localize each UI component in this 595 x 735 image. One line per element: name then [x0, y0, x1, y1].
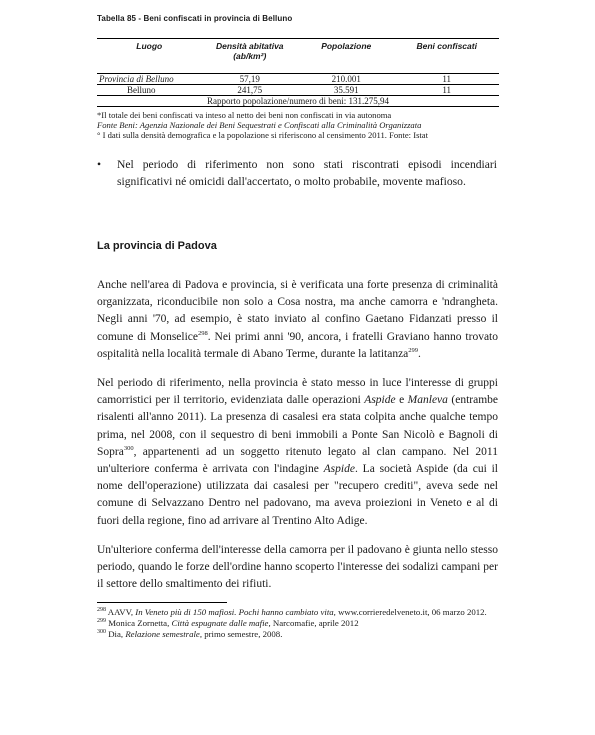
footnote-number: 298 — [97, 607, 106, 614]
footnote-text: , Narcomafie, aprile 2012 — [268, 618, 359, 628]
table-caption: Tabella 85 - Beni confiscati in provincia di Belluno — [97, 14, 293, 23]
note-census: ° I dati sulla densità demografica e la popolazione si riferiscono al censimento 2011. Fonte: Istat — [97, 130, 429, 140]
paragraph-2 — [97, 375, 498, 530]
table-total-row — [97, 96, 499, 107]
cell-popolazione: 210.001 — [298, 74, 394, 85]
footnotes — [97, 607, 498, 640]
footnote-ref: 298 — [198, 329, 208, 337]
cell-beni: 11 — [394, 85, 499, 96]
footnote-divider — [97, 602, 227, 603]
cell-densita: 241,75 — [202, 85, 298, 96]
cell-beni: 11 — [394, 74, 499, 85]
cell-densita: 57,19 — [202, 74, 298, 85]
paragraph-text: . — [418, 347, 421, 360]
header-luogo: Luogo — [136, 41, 163, 51]
bullet-text: Nel periodo di riferimento non sono stati riscontrati episodi incendiari significativi né omicidi dall'accertato, o molto probabile, movente mafioso. — [117, 158, 497, 188]
table-row — [97, 74, 499, 85]
table-notes — [97, 110, 499, 140]
footnote-number: 299 — [97, 618, 106, 625]
confiscated-assets-table — [97, 38, 499, 107]
paragraph-text: (entrambe risalenti all'anno 2011). La presenza di casalesi era stata colpita anche qualche tempo prima, nel 2008, con il sequestro di beni immobili a Ponte San Nicolò e Bagnoli di Sopra — [97, 394, 498, 458]
total-ratio: Rapporto popolazione/numero di beni: 131.275,94 — [97, 96, 499, 107]
paragraph-text: Nel periodo di riferimento, nella provincia è stato messo in luce l'interesse di gruppi camorristici per il territorio, evidenziata dalle operazioni — [97, 377, 498, 407]
cell-luogo: Provincia di Belluno — [97, 74, 202, 85]
paragraph-text: . Nei primi anni '90, ancora, i fratelli Graviano hanno trovato ospitalità nella località termale di Abano Terme, durante la latitanza — [97, 330, 498, 360]
footnote-text: , primo semestre, 2008. — [199, 629, 283, 639]
footnote-text: , www.corrieredelveneto.it, 06 marzo 2012. — [333, 607, 487, 617]
footnote-number: 300 — [97, 629, 106, 636]
paragraph-1 — [97, 277, 498, 363]
footnote — [97, 629, 498, 640]
footnote-text: Dia, — [106, 629, 126, 639]
footnote — [97, 618, 498, 629]
footnote-ref: 299 — [408, 346, 419, 354]
header-beni: Beni confiscati — [416, 41, 477, 51]
note-source: Fonte Beni: Agenzia Nazionale dei Beni Sequestrati e Confiscati alla Criminalità Organizzata — [97, 120, 422, 130]
footnote-title: Relazione semestrale — [125, 629, 200, 639]
cell-luogo: Belluno — [97, 85, 202, 96]
table-row — [97, 85, 499, 96]
bullet-item — [97, 156, 497, 190]
paragraph-text: , appartenenti ad un soggetto ritenuto legato al clan campano. Nel 2011 un'ulteriore conferma è arrivata con l'indagine — [97, 445, 498, 476]
section-heading: La provincia di Padova — [97, 240, 217, 252]
footnote — [97, 607, 498, 618]
cell-popolazione: 35.591 — [298, 85, 394, 96]
paragraph-text: Anche nell'area di Padova e provincia, si è verificata una forte presenza di criminalità organizzata, riconducibile non solo a Cosa nostra, ma anche camorra e 'ndrangheta. Negli anni '70, ad esempio, è stato inviato al confino Gaetano Fidanzati presso il comune di Monselice — [97, 279, 498, 343]
paragraph-3: Un'ulteriore conferma dell'interesse della camorra per il padovano è giunta nello stesso periodo, quando le forze dell'ordine hanno scoperto l'interesse dei sodalizi campani per il settore dello smaltimento dei rifiuti. — [97, 544, 498, 591]
operation-name: Aspide — [323, 463, 355, 476]
footnote-ref: 300 — [123, 444, 134, 452]
footnote-text: AAVV, — [106, 607, 136, 617]
operation-name: Manleva — [407, 394, 448, 407]
bullet-marker: • — [97, 158, 102, 171]
header-densita: Densità abitativa (ab/km²) — [215, 41, 284, 61]
table-header-row — [97, 39, 499, 74]
paragraph-text: . La società Aspide (da cui il nome dell'operazione) utilizzata dai casalesi per "recupero crediti", aveva sede nel comune di Selvazzano Dentro nel padovano, ma aveva proiezioni in Veneto e al di fuori della regione, fino ad arrivare al Trentino Alto Adige. — [97, 463, 498, 527]
header-popolazione: Popolazione — [321, 41, 372, 51]
footnote-text: Monica Zornetta, — [106, 618, 172, 628]
note-total: *Il totale dei beni confiscati va inteso al netto dei beni non confiscati in via autonoma — [97, 110, 392, 120]
footnote-title: In Veneto più di 150 mafiosi. Pochi hanno cambiato vita — [135, 607, 334, 617]
footnote-title: Città espugnate dalle mafie — [171, 618, 269, 628]
paragraph-text: e — [395, 394, 408, 407]
operation-name: Aspide — [364, 394, 396, 407]
